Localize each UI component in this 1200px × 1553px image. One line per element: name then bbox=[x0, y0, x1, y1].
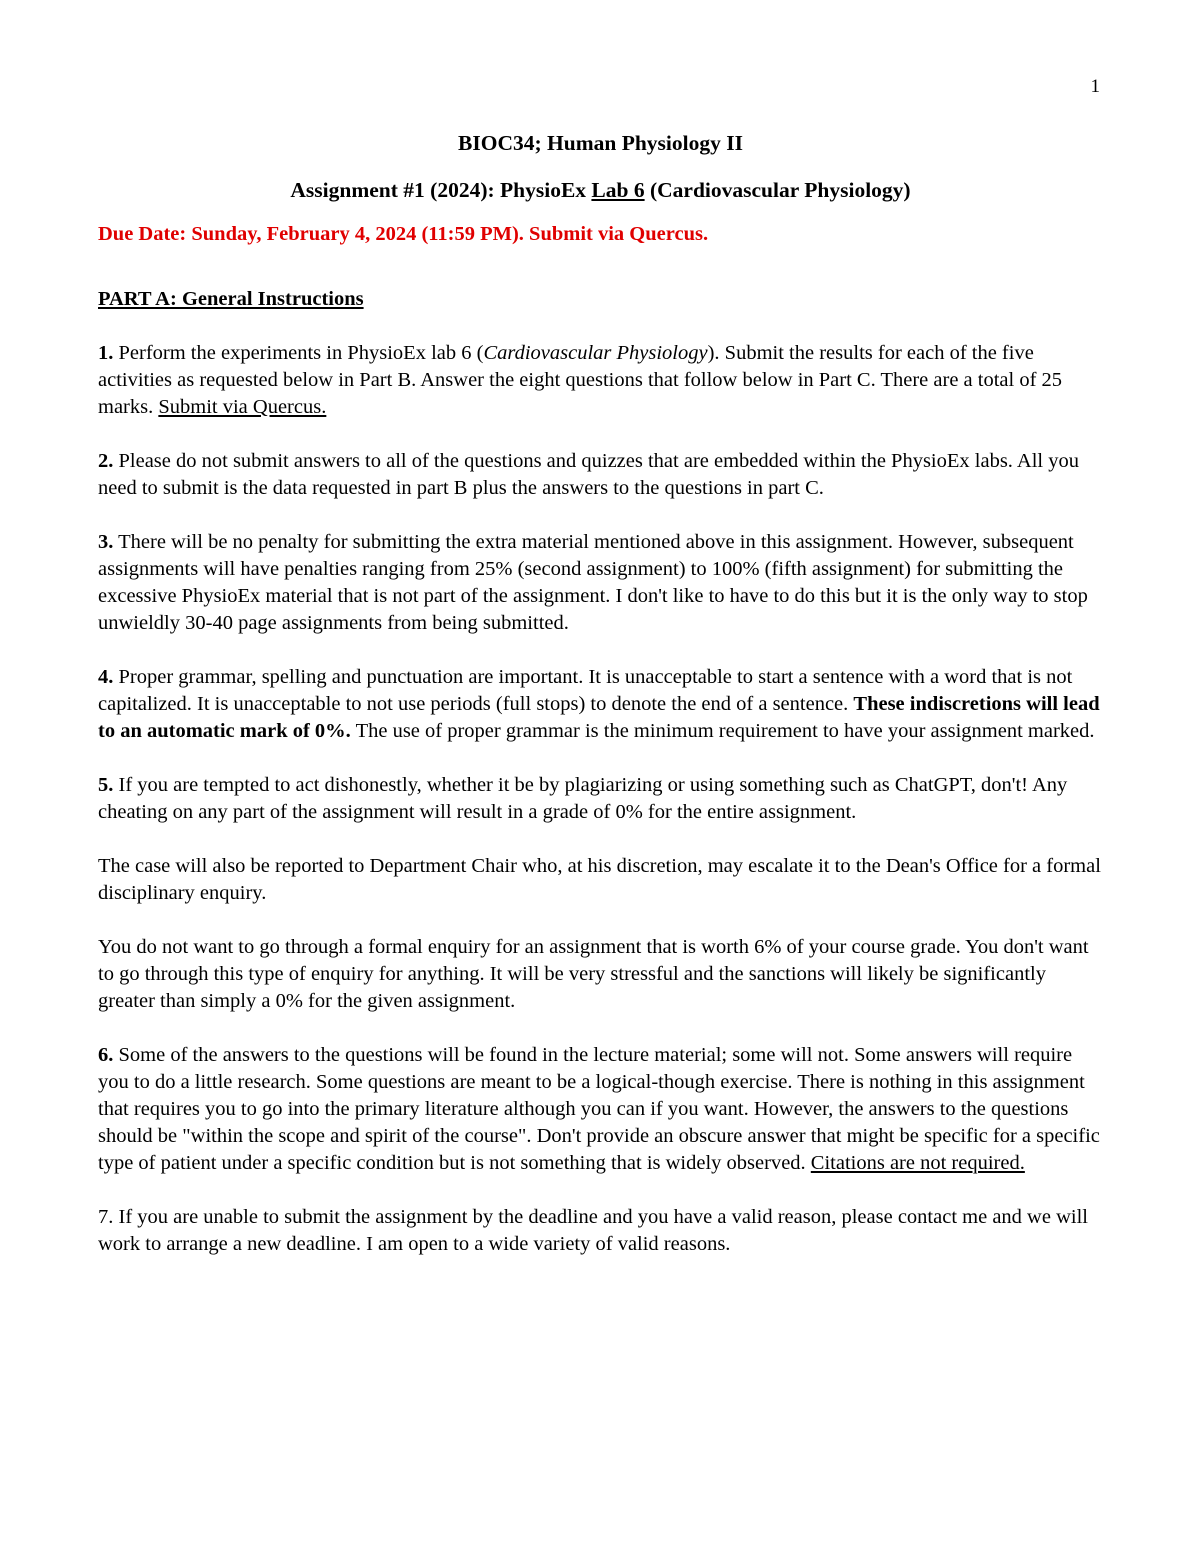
page-number: 1 bbox=[1090, 76, 1100, 97]
instruction-4-text-b: The use of proper grammar is the minimum requirement to have your assignment marked. bbox=[350, 720, 1095, 742]
instruction-7: 7. If you are unable to submit the assignment by the deadline and you have a valid reason, please contact me and we will work to arrange a new deadline. I am open to a wide variety of valid reasons. bbox=[98, 1206, 1088, 1255]
instruction-5-number: 5. bbox=[98, 774, 114, 796]
instruction-1-text-a: Perform the experiments in PhysioEx lab 6 ( bbox=[113, 342, 484, 364]
instruction-2-number: 2. bbox=[98, 450, 114, 472]
instruction-5-text: If you are tempted to act dishonestly, whether it be by plagiarizing or using something such as ChatGPT, don't! Any cheating on any part of the assignment will result in a grade of 0% for the entire assignment. bbox=[98, 774, 1068, 823]
instruction-4-number: 4. bbox=[98, 666, 114, 688]
case-report-paragraph: The case will also be reported to Department Chair who, at his discretion, may escalate it to the Dean's Office for a formal disciplinary enquiry. bbox=[98, 855, 1101, 904]
assignment-title-prefix: Assignment #1 (2024): PhysioEx bbox=[290, 178, 592, 202]
instruction-3-number: 3. bbox=[98, 531, 114, 553]
due-date: Due Date: Sunday, February 4, 2024 (11:59 PM). Submit via Quercus. bbox=[98, 223, 709, 245]
assignment-title-suffix: (Cardiovascular Physiology) bbox=[644, 178, 911, 202]
instruction-6 bbox=[98, 1042, 1103, 1177]
instruction-2 bbox=[98, 448, 1103, 502]
instruction-3 bbox=[98, 529, 1103, 637]
assignment-title-lab: Lab 6 bbox=[591, 178, 645, 202]
instruction-6-text: Some of the answers to the questions will be found in the lecture material; some will not. Some answers will require you to do a little research. Some questions are meant to be a logical-though exercise. There is nothing in this assignment that requires you to go into the primary literature although you can if you want. However, the answers to the questions should be "within the scope and spirit of the course". Don't provide an obscure answer that might be specific for a specific type of patient under a specific condition but is not something that is widely observed. bbox=[98, 1044, 1100, 1174]
instruction-3-text: There will be no penalty for submitting the extra material mentioned above in this assignment. However, subsequent assignments will have penalties ranging from 25% (second assignment) to 100% (fifth assignment) for submitting the excessive PhysioEx material that is not part of the assignment. I don't like to have to do this but it is the only way to stop unwieldly 30-40 page assignments from being submitted. bbox=[98, 531, 1088, 634]
course-title: BIOC34; Human Physiology II bbox=[458, 131, 743, 155]
instruction-1-text-b: ). Submit the results for each of the five activities as requested below in Part B. Answer the eight questions that follow below in Part C. There are a total of 25 marks. bbox=[98, 342, 1063, 418]
part-a-heading: PART A: General Instructions bbox=[98, 288, 364, 310]
instruction-6-number: 6. bbox=[98, 1044, 114, 1066]
instruction-1 bbox=[98, 340, 1103, 421]
instruction-1-submit-link: Submit via Quercus. bbox=[158, 396, 327, 418]
instruction-5 bbox=[98, 772, 1103, 826]
instruction-1-italic: Cardiovascular Physiology bbox=[483, 342, 708, 364]
enquiry-paragraph: You do not want to go through a formal enquiry for an assignment that is worth 6% of your course grade. You don't want to go through this type of enquiry for anything. It will be very stressful and the sanctions will likely be significantly greater than simply a 0% for the given assignment. bbox=[98, 936, 1089, 1012]
instruction-1-number: 1. bbox=[98, 342, 114, 364]
assignment-title bbox=[98, 175, 1103, 205]
instruction-4 bbox=[98, 664, 1103, 745]
instruction-4-text-a: Proper grammar, spelling and punctuation are important. It is unacceptable to start a sentence with a word that is not capitalized. It is unacceptable to not use periods (full stops) to denote the end of a sentence. bbox=[98, 666, 1073, 715]
instruction-6-citations-note: Citations are not required. bbox=[810, 1152, 1025, 1174]
instruction-2-text: Please do not submit answers to all of the questions and quizzes that are embedded within the PhysioEx labs. All you need to submit is the data requested in part B plus the answers to the questions in part C. bbox=[98, 450, 1079, 499]
instruction-4-bold-warning: These indiscretions will lead to an automatic mark of 0%. bbox=[98, 693, 1100, 742]
document-body bbox=[98, 128, 1103, 1258]
